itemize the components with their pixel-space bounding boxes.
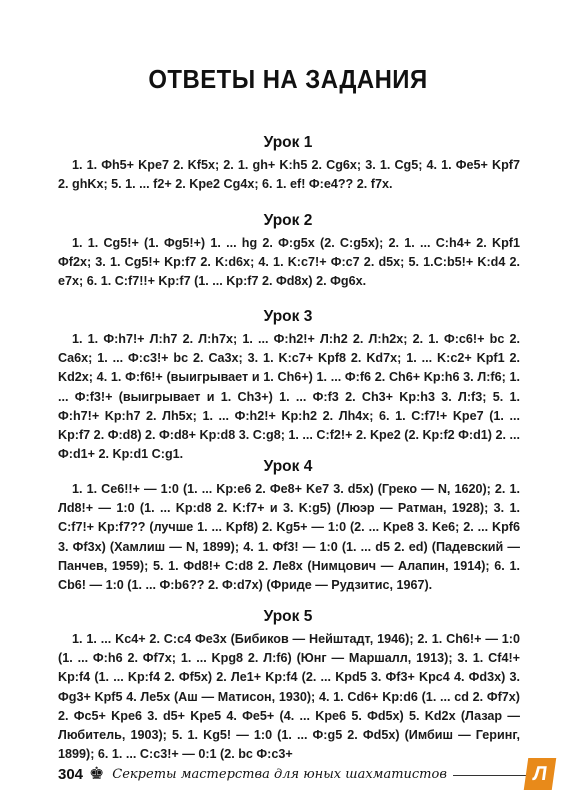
lesson-1-heading: Урок 1 [263, 134, 313, 151]
lesson-4-heading: Урок 4 [263, 458, 313, 475]
lesson-5-answers: 1. 1. ... Kc4+ 2. C:c4 Фe3x (Бибиков — Нейштадт, 1946); 2. 1. Ch6!+ — 1:0 (1. ... Ф:h6 2. Фf7x; 1. ... Kpg8 2. Л:f6) (Юнг — Маршалл, 1913); 3. 1. Cf4!+ Kp:f4 (1. ... Kp:f4 2. Фf5x) 2. Ле1+ Kp:f4 (2. ... Kpd5 3. Фf3+ Kpc4 4. Фd3x) 3. Фg3+ Kpf5 4. Ле5x (Аш — Матисон, 1930); 4. 1. Cd6+ Kp:d6 (1. ... cd 2. Фf7x) 2. Фc5+ Kpe6 3. d5+ Kpe5 4. Фe5+ (4. ... Kpe6 5. Фd5x) 5. Kd2x (Лазар — Любитель, 1903); 5. 1. Kg5! — 1:0 (1. ... Ф:g5 2. Фd5x) (Имбиш — Геринг, 1899); 6. 1. ... C:c3!+ — 0:1 (2. bc Ф:c3+ [58, 632, 520, 762]
page-title: ОТВЕТЫ НА ЗАДАНИЯ [148, 64, 428, 94]
page-number: 304 [58, 765, 84, 783]
footer-rule [453, 775, 528, 776]
lesson-2-heading: Урок 2 [263, 212, 313, 229]
lesson-5-heading: Урок 5 [263, 608, 313, 625]
lesson-1-answers: 1. 1. Фh5+ Kpe7 2. Kf5x; 2. 1. gh+ K:h5 2. Cg6x; 3. 1. Cg5; 4. 1. Фe5+ Kpf7 2. ghKx; 5. 1. ... f2+ 2. Kpe2 Cg4x; 6. 1. ef! Ф:e4?? 2. f7x. [58, 158, 520, 192]
lesson-3-answers: 1. 1. Ф:h7!+ Л:h7 2. Л:h7x; 1. ... Ф:h2!+ Л:h2 2. Л:h2x; 2. 1. Ф:c6!+ bc 2. Ca6x; 1. ... Ф:c3!+ bc 2. Ca3x; 3. 1. K:c7+ Kpf8 2. Kd7x; 1. ... K:c2+ Kpf1 2. Kd2x; 4. 1. Ф:f6!+ (выигрывает и 1. Ch6+) 1. ... Ф:f6 2. Ch6+ Kp:h6 3. Л:f6; 1. ... Ф:f3!+ (выигрывает и 1. Ch3+) 1. ... Ф:f3 2. Ch3+ Kp:h3 3. Л:f3; 5. 1. Ф:h7!+ Kp:h7 2. Лh5x; 1. ... Ф:h2!+ Kp:h2 2. Лh4x; 6. 1. C:f7!+ Kpe7 (1. ... Kp:f7 2. Ф:d8) 2. Ф:d8+ Kp:d8 3. C:g8; 1. ... C:f2!+ 2. Kpe2 (2. Kp:f2 Ф:d1) 2. ... Ф:d1+ 2. Kp:d1 C:g1. [58, 332, 520, 462]
lesson-4-answers: 1. 1. Ce6!!+ — 1:0 (1. ... Kp:e6 2. Фe8+ Ke7 3. d5x) (Греко — N, 1620); 2. 1. Лd8!+ — 1:0 (1. ... Kp:d8 2. K:f7+ и 3. K:g5) (Люэр — Ратман, 1928); 3. 1. C:f7!+ Kp:f7?? (лучше 1. ... Kpf8) 2. Kg5+ — 1:0 (2. ... Kpe8 3. Ke6; 2. ... Kpf6 3. Фf3x) (Хамлиш — N, 1899); 4. 1. Фf3! — 1:0 (1. ... d5 2. ed) (Падевский — Панчев, 1959); 5. 1. Фd8!+ C:d8 2. Ле8x (Нимцович — Алапин, 1914); 6. 1. Cb6! — 1:0 (1. ... Ф:b6?? 2. Ф:d7x) (Фриде — Рудзитис, 1967). [58, 482, 520, 593]
book-title: Секреты мастерства для юных шахматистов [112, 766, 447, 782]
lesson-2-answers: 1. 1. Cg5!+ (1. Фg5!+) 1. ... hg 2. Ф:g5x (2. C:g5x); 2. 1. ... C:h4+ 2. Kpf1 Фf2x; 3. 1. Cg5!+ Kp:f7 2. K:d6x; 4. 1. K:c7!+ Ф:c7 2. d5x; 5. 1.C:b5!+ K:d4 2. e7x; 6. 1. C:f7!!+ Kp:f7 (1. ... Kp:f7 2. Фd8x) 2. Фg6x. [58, 236, 520, 289]
lesson-3-heading: Урок 3 [263, 308, 313, 325]
chess-king-icon: ♚ [89, 764, 105, 783]
watermark-logo: Л [524, 758, 556, 790]
page-footer [58, 762, 528, 786]
